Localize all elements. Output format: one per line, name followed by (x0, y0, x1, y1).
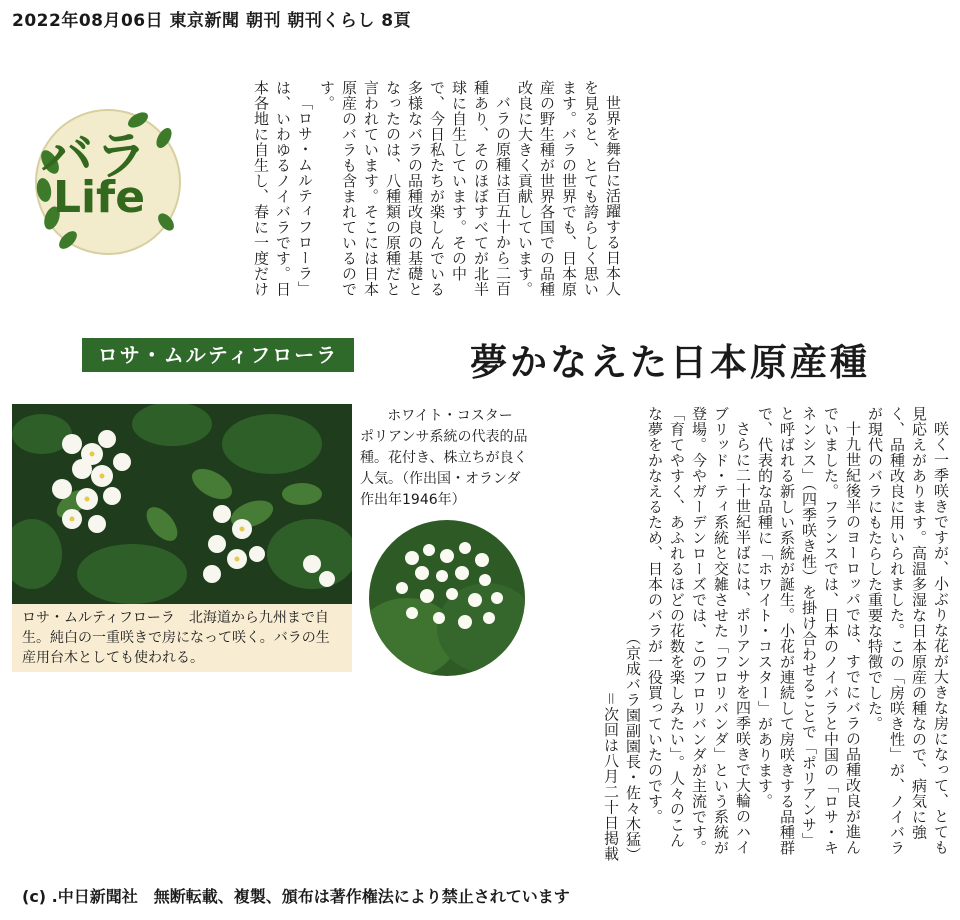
intro-text (200, 80, 624, 302)
photo2-caption (360, 406, 540, 518)
byline: （京成バラ園副園長・佐々木猛） (624, 629, 642, 862)
publication-date-line: 2022年08月06日 東京新聞 朝刊 朝刊くらし 8頁 (12, 11, 412, 31)
body-paragraph: 十九世紀後半のヨーロッパでは、すでにバラの品種改良が進んでいました。フランスでは、日本のノイバラと中国の「ロサ・キネンシス」（四季咲き性）を掛け合わせることで「ポリアンサ」と呼ばれる新しい系統が誕生。小花が連続して房咲きする品種群で、代表的な品種に「ホワイト・コスター」があります。 (756, 406, 862, 856)
white-rose-bush-photo (367, 518, 527, 678)
photo1-caption (12, 604, 352, 672)
rosa-multiflora-tag: ロサ・ムルティフローラ (82, 338, 354, 372)
body-text (556, 406, 952, 862)
photo2-caption-body: ポリアンサ系統の代表的品種。花付き、株立ちが良く人気。（作出国・オランダ 作出年1946年） (360, 429, 535, 508)
body-paragraph: 咲く一季咲きですが、小ぶりな花が大きな房になって、とても見応えがあります。高温多湿な日本原産の種なので、病気に強く、品種改良に用いられました。この「房咲き性」が、ノイバラが現代のバラにもたらした重要な特徴でした。 (866, 406, 950, 856)
next-issue-notice: ＝次回は八月二十日掲載 (602, 691, 620, 862)
white-rose-cluster-photo (12, 404, 352, 604)
photo1-caption-title: ロサ・ムルティフローラ (22, 610, 175, 626)
intro-paragraph: バラの原種は百五十から二百種あり、そのほぼすべてが北半球に自生しています。その中で、今日私たちが楽しんでいる多様なバラの品種改良の基礎となったのは、八種類の原種だと言われています。そこには日本原産のバラも含まれているのです。 (318, 80, 512, 297)
logo-bara-text: バラ (40, 127, 149, 187)
photo2-caption-title: ホワイト・コスター (387, 408, 513, 424)
photo1-caption-body: 北海道から九州まで自生。純白の一重咲きで房になって咲く。バラの生産用台木としても使われる。 (22, 610, 330, 666)
intro-paragraph: 「ロサ・ムルティフローラ」は、いわゆるノイバラです。日本各地に自生し、春に一度だけ (252, 80, 314, 297)
logo-life-text: Life (52, 172, 146, 223)
headline: 夢かなえた日本原産種 (470, 340, 870, 384)
copyright-notice: (c) .中日新聞社 無断転載、複製、頒布は著作権法により禁止されています (22, 887, 570, 906)
intro-paragraph: 世界を舞台に活躍する日本人を見ると、とても誇らしく思います。バラの世界でも、日本原産の野生種が世界各国での品種改良に大きく貢献しています。 (516, 80, 622, 297)
body-paragraph: さらに二十世紀半ばには、ポリアンサを四季咲きで大輪のハイブリッド・ティ系統と交雑させた「フロリバンダ」という系統が登場。今やガーデンローズでは、このフロリバンダが主流です。「育てやすく、あふれるほどの花数を楽しみたい」。人々のこんな夢をかなえるため、日本のバラが一役買っていたのです。 (646, 406, 752, 856)
